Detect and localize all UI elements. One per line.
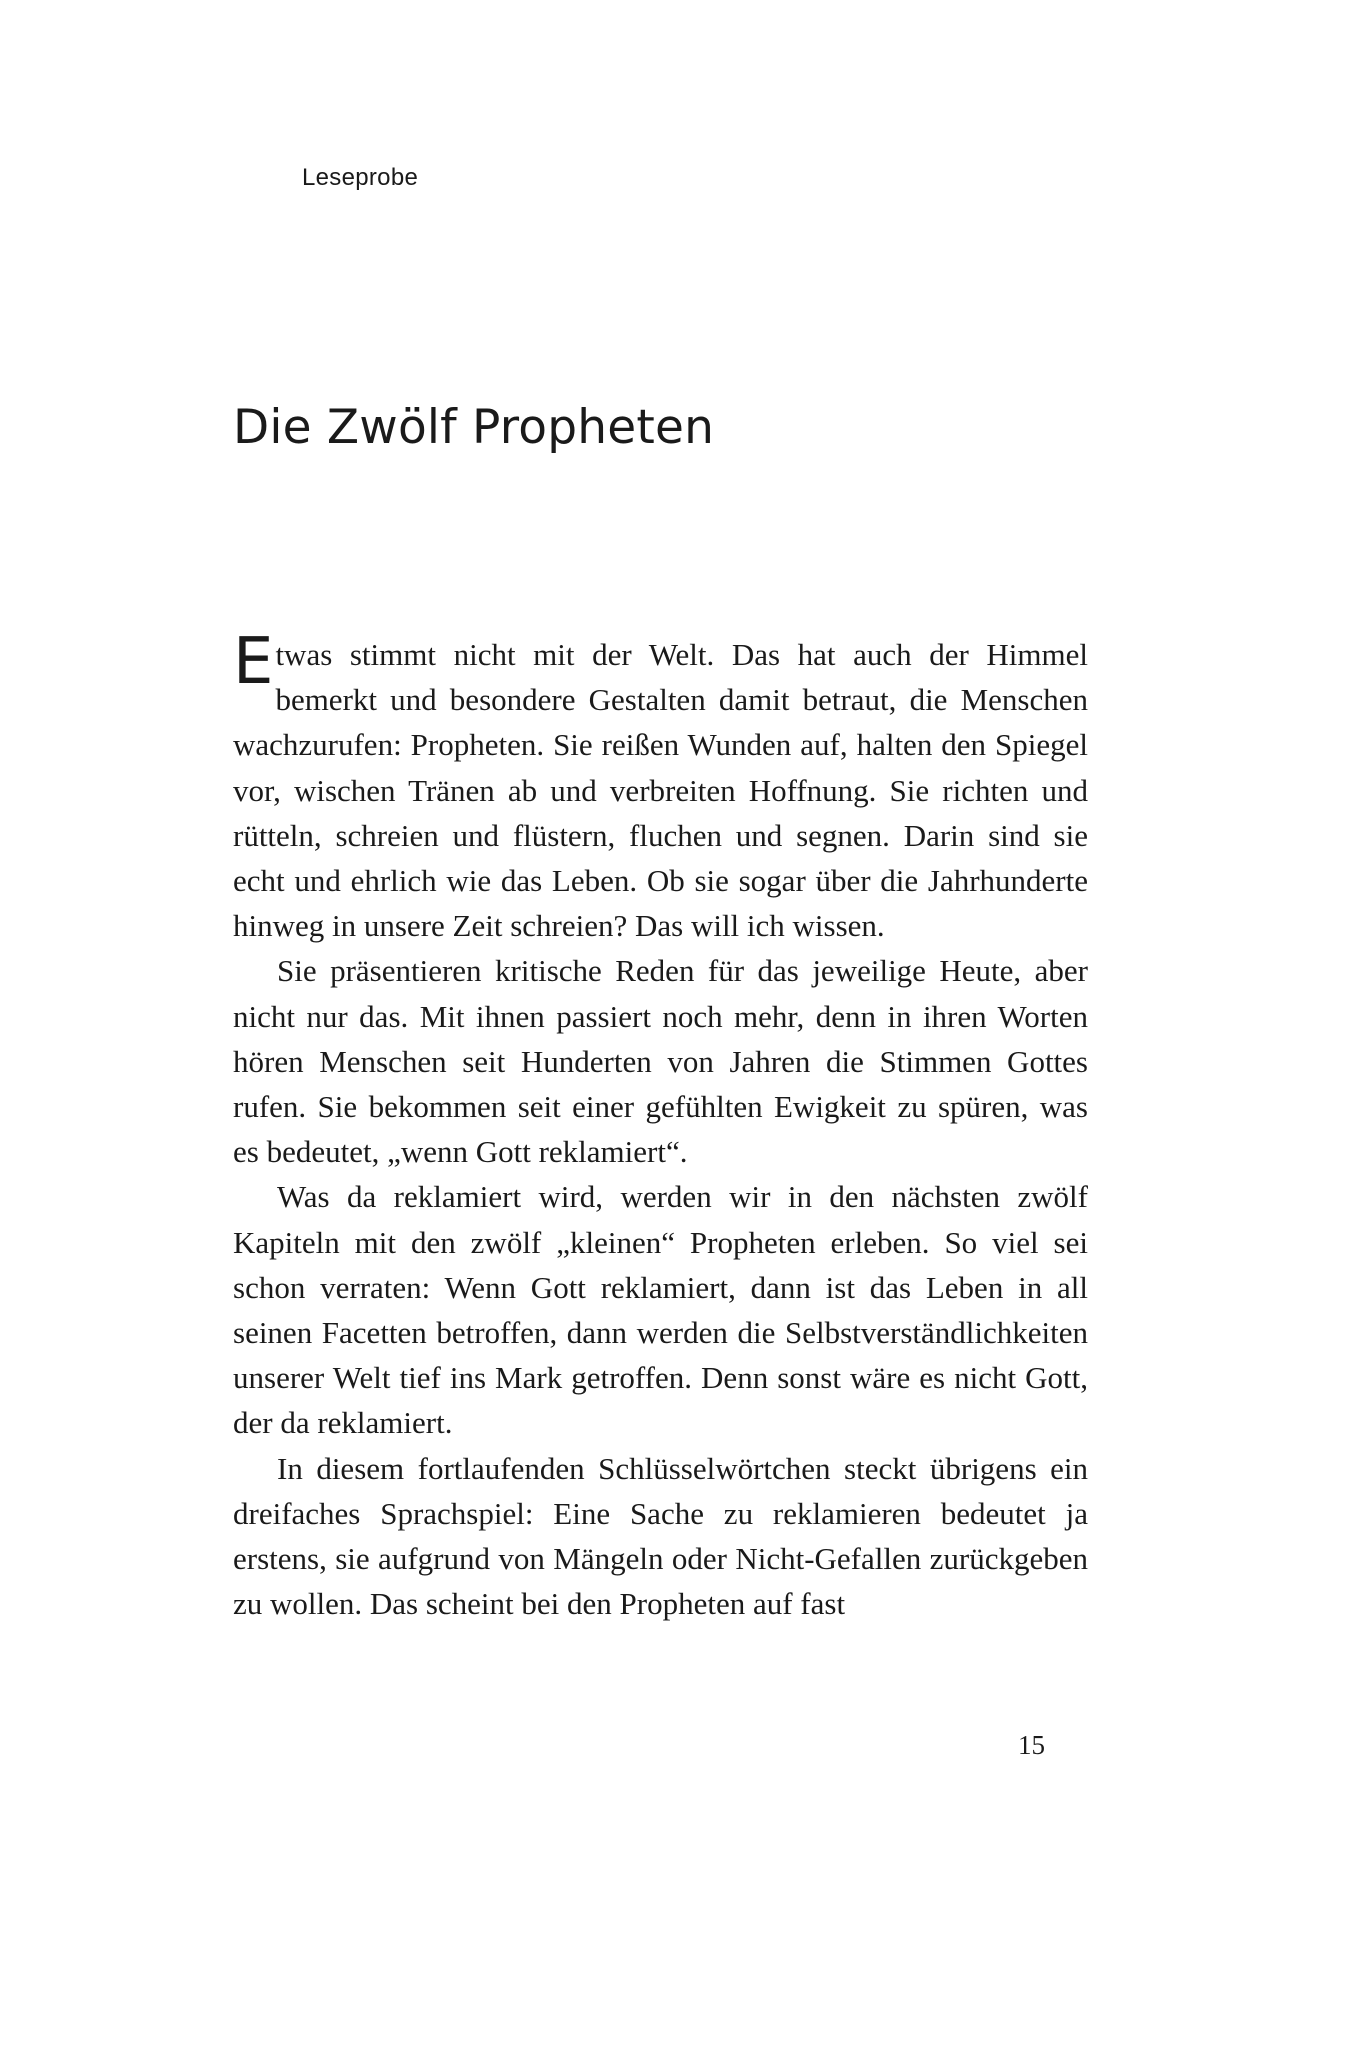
body-text [233, 625, 1088, 1626]
paragraph-3: Was da reklamiert wird, werden wir in den nächsten zwölf Kapiteln mit den zwölf „kleinen“ Propheten erleben. So viel sei schon verraten: Wenn Gott reklamiert, dann ist das Leben in all seinen Facetten betroffen, dann werden die Selbstverständlichkeiten unserer Welt tief ins Mark getroffen. Denn sonst wäre es nicht Gott, der da reklamiert. [233, 1179, 1088, 1441]
paragraph-2: Sie präsentieren kritische Reden für das jeweilige Heute, aber nicht nur das. Mit ihnen passiert noch mehr, denn in ihren Worten hören Menschen seit Hunderten von Jahren die Stimmen Gottes rufen. Sie bekommen seit einer gefühlten Ewigkeit zu spüren, was es bedeutet, „wenn Gott reklamiert“. [233, 953, 1088, 1170]
page-number: 15 [1018, 1730, 1045, 1760]
paragraph-1 [233, 625, 1088, 948]
paragraph-1-text: twas stimmt nicht mit der Welt. Das hat auch der Himmel bemerkt und besondere Gestalten damit betraut, die Menschen wachzurufen: Propheten. Sie reißen Wunden auf, halten den Spiegel vor, wischen Tränen ab und verbreiten Hoffnung. Sie richten und rütteln, schreien und flüstern, fluchen und segnen. Darin sind sie echt und ehrlich wie das Leben. Ob sie sogar über die Jahrhunderte hinweg in unsere Zeit schreien? Das will ich wissen. [233, 637, 1088, 944]
running-header: Leseprobe [302, 164, 419, 191]
chapter-title: Die Zwölf Propheten [233, 400, 715, 455]
drop-cap: E [233, 625, 274, 699]
paragraph-4: In diesem fortlaufenden Schlüsselwörtchen steckt übrigens ein dreifaches Sprachspiel: Eine Sache zu reklamieren bedeutet ja erstens, sie aufgrund von Mängeln oder Nicht-Gefallen zurückgeben zu wollen. Das scheint bei den Propheten auf fast [233, 1450, 1088, 1622]
